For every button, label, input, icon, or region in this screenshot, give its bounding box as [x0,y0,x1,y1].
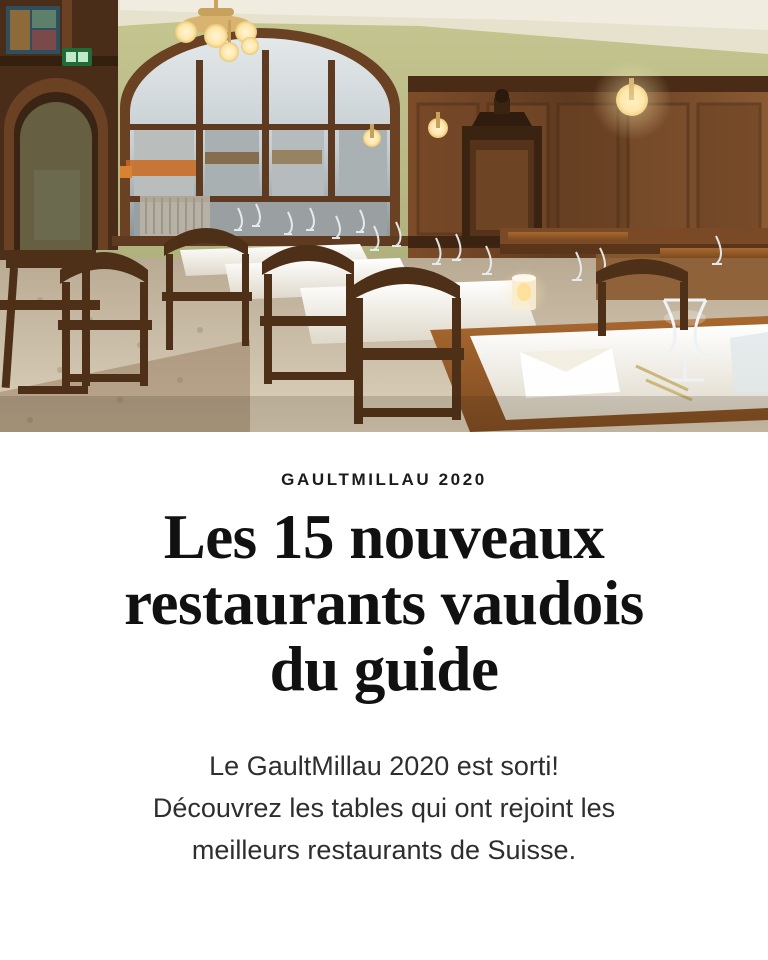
article-text-block [0,432,768,960]
subhead-line-2: Découvrez les tables qui ont rejoint les [152,793,616,824]
headline-line-2: restaurants vaudois [124,568,644,639]
restaurant-dining-room-photo [0,0,768,432]
subhead-line-3: meilleurs restaurants de Suisse. [191,835,577,866]
article-subhead [50,746,718,872]
photo-illustration [0,0,768,432]
water-glass [730,332,768,394]
headline-line-3: du guide [269,634,499,705]
subhead-line-1: Le GaultMillau 2020 est sorti! [209,751,559,782]
wall-sconce-c [592,60,672,140]
headline-line-1: Les 15 nouveaux [163,502,605,572]
kicker-label: GAULTMILLAU 2020 [281,470,487,489]
page-title [46,502,722,705]
candle [500,268,548,316]
